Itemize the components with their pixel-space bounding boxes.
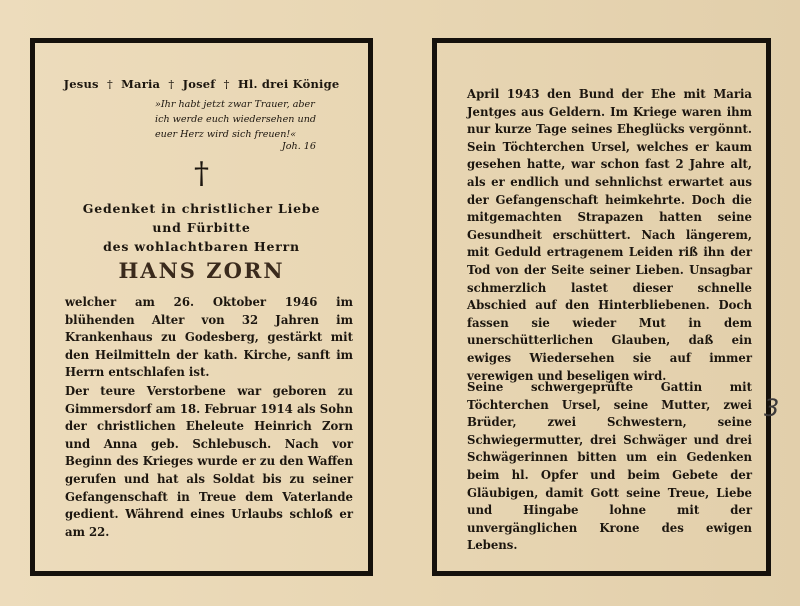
handwritten-number: 3	[764, 394, 780, 422]
biography-paragraph: Der teure Verstorbene war geboren zu Gimmersdorf am 18. Februar 1914 als Sohn der christlichen Eheleute Heinrich Zorn und Anna geb. Schlebusch. Nach vor Beginn des Krieges wurde er zu den Waffen gerufen und hat als Soldat bis zu seiner Gefangenschaft in Treue dem Vaterlande gedient. Während eines Urlaubs schloß er am 22.	[65, 384, 353, 539]
header-word: Hl. drei Könige	[237, 77, 340, 91]
small-cross-icon: †	[106, 77, 113, 91]
header-word: Maria	[121, 77, 161, 91]
cross-icon: †	[194, 156, 209, 191]
family-paragraph: Seine schwergeprüfte Gattin mit Töchterchen Ursel, seine Mutter, zwei Brüder, zwei Schwestern, seine Schwiegermutter, drei Schwäger und drei Schwägerinnen bitten um ein Gedenken beim hl. Opfer und beim Gebete der Gläubigen, damit Gott seine Treue, Liebe und Hingabe lohne mit der unvergänglichen Krone des ewigen Lebens.	[467, 380, 752, 553]
header-word: Jesus	[63, 77, 99, 91]
left-page	[30, 38, 373, 576]
quote-line: ich werde euch wiedersehen und	[155, 114, 317, 125]
small-cross-icon: †	[168, 77, 175, 91]
quote-line: euer Herz wird sich freuen!«	[155, 129, 297, 140]
remembrance-heading	[35, 199, 368, 256]
quote-line: »Ihr habt jetzt zwar Trauer, aber	[155, 99, 315, 110]
death-paragraph: welcher am 26. Oktober 1946 im blühenden Alter von 32 Jahren im Krankenhaus zu Godesberg, gestärkt mit den Heilmitteln der kath. Kirche, sanft im Herrn entschlafen ist.	[65, 295, 353, 380]
bible-quote	[155, 97, 355, 142]
small-cross-icon: †	[223, 77, 230, 91]
right-page	[432, 38, 771, 576]
biography-continued-paragraph: April 1943 den Bund der Ehe mit Maria Jentges aus Geldern. Im Kriege waren ihm nur kurze Tage seines Eheglücks vergönnt. Sein Töchterchen Ursel, welches er kaum gesehen hatte, war schon fast 2 Jahre alt, als er endlich und sehnlichst erwartet aus der Gefangenschaft heimkehrte. Doch die mitgemachten Strapazen hatten seine Gesundheit erschüttert. Nach längerem, mit Geduld ertragenem Leiden riß ihn der Tod von der Seite seiner Lieben. Unsagbar schmerzlich lastet dieser schnelle Abschied auf den Hinterbliebenen. Doch fassen sie wieder Mut in dem unerschütterlichen Glauben, daß ein ewiges Wiedersehen sie auf immer verewigen und beseligen wird.	[467, 87, 752, 383]
deceased-name: HANS ZORN	[118, 258, 285, 283]
quote-reference: Joh. 16	[281, 141, 316, 152]
header-word: Josef	[182, 77, 216, 91]
remembrance-line: des wohlachtbaren Herrn	[103, 239, 300, 254]
remembrance-line: Gedenket in christlicher Liebe	[82, 201, 321, 216]
remembrance-line: und Fürbitte	[152, 220, 251, 235]
holy-names-header	[35, 77, 368, 91]
